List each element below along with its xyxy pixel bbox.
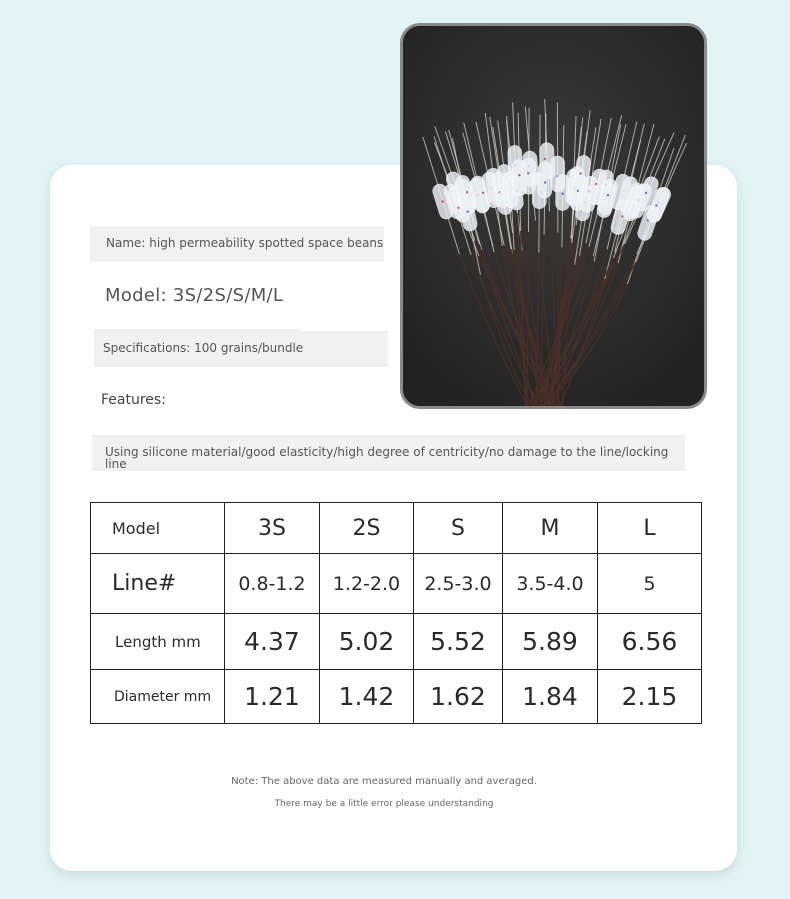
table-cell: 5 <box>598 554 702 614</box>
table-cell: 5.52 <box>414 614 503 670</box>
bead-speckle <box>579 172 581 174</box>
row-label: Length mm <box>91 614 225 670</box>
size-table <box>90 502 702 724</box>
row-label: Diameter mm <box>91 670 225 724</box>
product-photo <box>400 23 707 409</box>
bead-speckle <box>482 192 484 194</box>
table-header-cell: M <box>503 503 598 554</box>
table-cell: 1.21 <box>225 670 320 724</box>
table-header-cell: Model <box>91 503 225 554</box>
table-row <box>91 670 702 724</box>
table-cell: 0.8-1.2 <box>225 554 320 614</box>
table-header-cell: S <box>414 503 503 554</box>
measurement-note: Note: The above data are measured manually and averaged. <box>231 776 537 787</box>
table-header-cell: 3S <box>225 503 320 554</box>
table-header-cell: L <box>598 503 702 554</box>
table-cell: 4.37 <box>225 614 320 670</box>
bead-speckle <box>518 174 520 176</box>
product-specifications: Specifications: 100 grains/bundle <box>103 341 304 355</box>
bead-speckle <box>655 204 657 206</box>
table-cell: 1.2-2.0 <box>320 554 414 614</box>
specifications-box <box>94 331 388 367</box>
table-cell: 5.89 <box>503 614 598 670</box>
features-text: Using silicone material/good elasticity/high degree of centricity/no damage to the line/locking line <box>105 445 669 471</box>
table-header-row <box>91 503 702 554</box>
error-note: There may be a little error please understanding <box>274 799 494 809</box>
bead-speckle <box>441 200 443 202</box>
bead-speckle <box>562 193 564 195</box>
table-row <box>91 554 702 614</box>
table-cell: 5.02 <box>320 614 414 670</box>
silicone-bead <box>538 162 553 198</box>
bead-speckle <box>544 158 546 160</box>
table-cell: 6.56 <box>598 614 702 670</box>
features-label: Features: <box>101 392 166 408</box>
bead-speckle <box>607 194 609 196</box>
bead-speckle <box>466 210 468 212</box>
row-label: Line# <box>91 554 225 614</box>
table-header-cell: 2S <box>320 503 414 554</box>
table-cell: 3.5-4.0 <box>503 554 598 614</box>
bead-speckle <box>527 172 529 174</box>
table-row <box>91 614 702 670</box>
features-box <box>92 435 685 471</box>
table-cell: 1.42 <box>320 670 414 724</box>
table-cell: 1.62 <box>414 670 503 724</box>
product-name: Name: high permeability spotted space beans <box>106 236 384 250</box>
product-name-box <box>90 226 384 262</box>
bead-speckle <box>466 191 468 193</box>
table-cell: 1.84 <box>503 670 598 724</box>
bead-speckle <box>645 192 647 194</box>
product-model: Model: 3S/2S/S/M/L <box>105 285 284 306</box>
beads-on-lines-image <box>403 26 704 406</box>
table-cell: 2.5-3.0 <box>414 554 503 614</box>
table-cell: 2.15 <box>598 670 702 724</box>
bead-speckle <box>544 181 546 183</box>
